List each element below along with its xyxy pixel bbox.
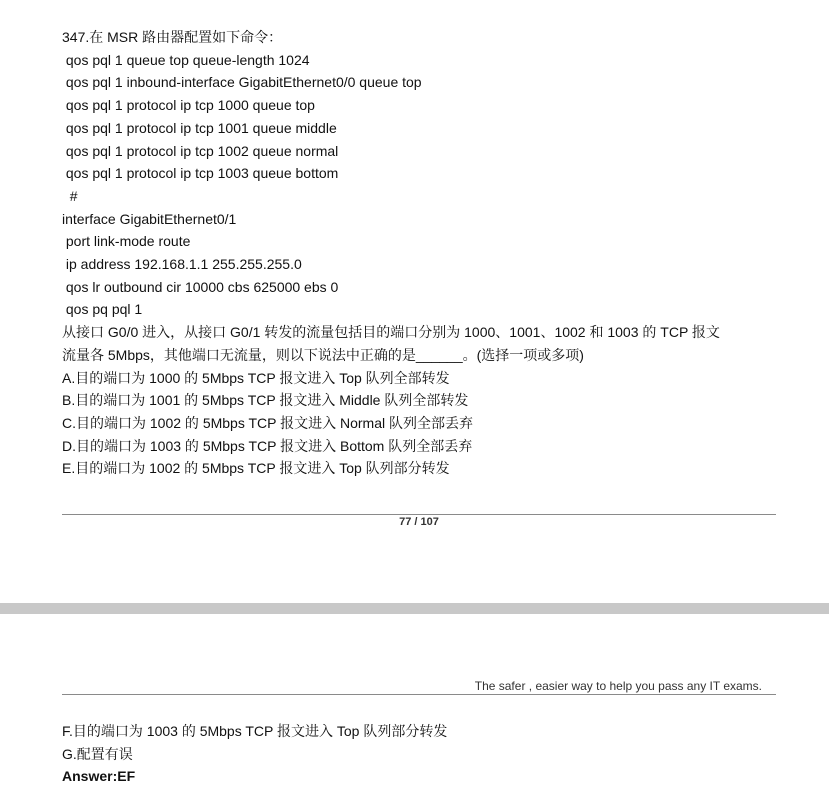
config-line: qos pql 1 protocol ip tcp 1000 queue top xyxy=(62,97,315,114)
config-line: qos pql 1 protocol ip tcp 1003 queue bottom xyxy=(62,165,339,182)
config-line: qos pql 1 protocol ip tcp 1002 queue normal xyxy=(62,142,339,159)
option-c: C.目的端口为 1002 的 5Mbps TCP 报文进入 Normal 队列全部丢弃 xyxy=(62,414,474,431)
config-line: qos lr outbound cir 10000 cbs 625000 ebs 0 xyxy=(62,278,339,295)
document-page-bottom xyxy=(0,614,829,811)
header-tagline: The safer , easier way to help you pass any IT exams. xyxy=(474,679,762,693)
question-continued xyxy=(62,720,782,788)
question-heading: 347.在 MSR 路由器配置如下命令： xyxy=(62,29,283,45)
question-stem-line-2: 流量各 5Mbps，其他端口无流量，则以下说法中正确的是______。(选择一项或多项) xyxy=(62,346,584,363)
footer-divider xyxy=(62,514,776,515)
option-d: D.目的端口为 1003 的 5Mbps TCP 报文进入 Bottom 队列全部丢弃 xyxy=(62,437,473,454)
config-line: port link-mode route xyxy=(62,233,191,250)
config-line: qos pql 1 queue top queue-length 1024 xyxy=(62,51,310,68)
option-f: F.目的端口为 1003 的 5Mbps TCP 报文进入 Top 队列部分转发 xyxy=(62,723,448,739)
option-g: G.配置有误 xyxy=(62,745,133,762)
page-number: 77 / 107 xyxy=(399,516,439,528)
config-line: ip address 192.168.1.1 255.255.255.0 xyxy=(62,256,302,273)
option-b: B.目的端口为 1001 的 5Mbps TCP 报文进入 Middle 队列全部转发 xyxy=(62,392,469,409)
config-block xyxy=(62,49,782,321)
question-stem-line-1: 从接口 G0/0 进入，从接口 G0/1 转发的流量包括目的端口分别为 1000、1001、1002 和 1003 的 TCP 报文 xyxy=(62,324,720,341)
config-line: qos pql 1 protocol ip tcp 1001 queue middle xyxy=(62,119,337,136)
config-line: qos pq pql 1 xyxy=(62,301,143,318)
option-a: A.目的端口为 1000 的 5Mbps TCP 报文进入 Top 队列全部转发 xyxy=(62,369,450,386)
config-line: qos pql 1 inbound-interface GigabitEthernet0/0 queue top xyxy=(62,74,422,91)
question-content xyxy=(62,26,782,480)
answer-text: Answer:EF xyxy=(62,768,136,785)
page-separator xyxy=(0,603,829,614)
config-line: interface GigabitEthernet0/1 xyxy=(62,210,237,227)
options-list xyxy=(62,367,782,481)
header-divider xyxy=(62,694,776,695)
option-e: E.目的端口为 1002 的 5Mbps TCP 报文进入 Top 队列部分转发 xyxy=(62,460,450,477)
config-line: # xyxy=(62,187,78,204)
